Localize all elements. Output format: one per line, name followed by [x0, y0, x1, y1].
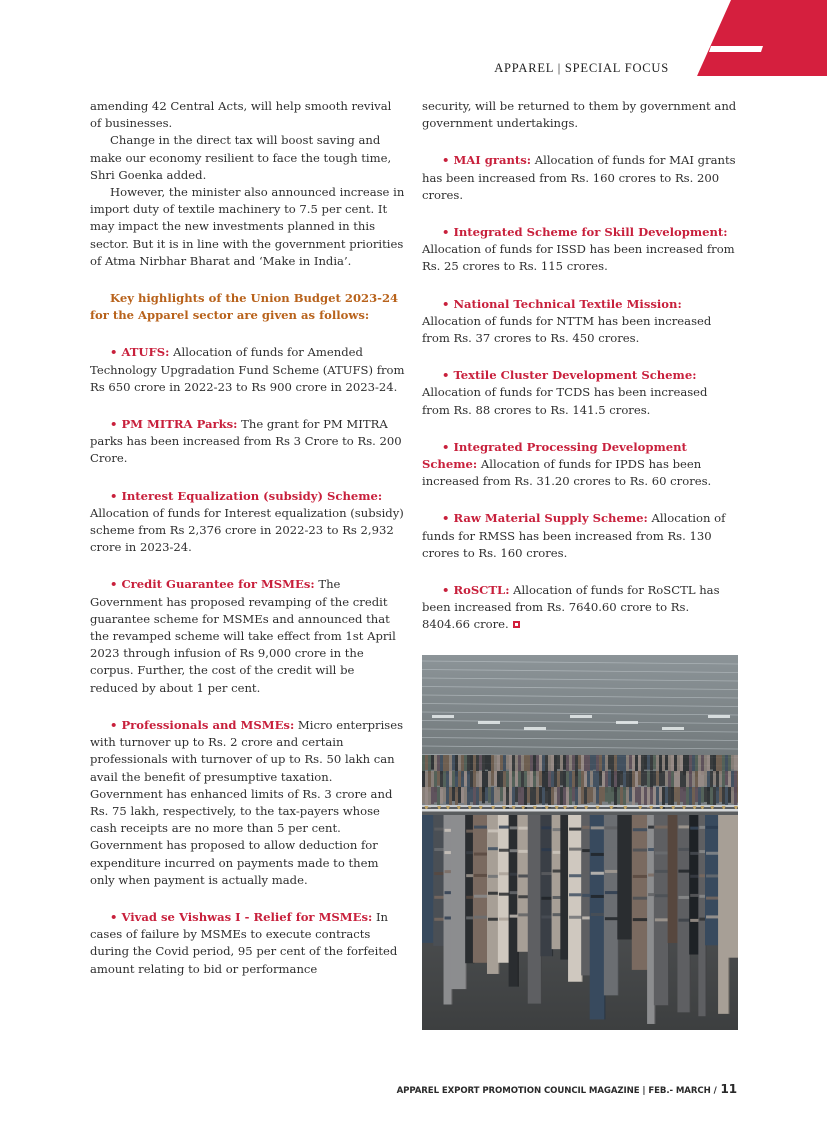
bullet-title: • Integrated Processing Development Scheme: — [422, 439, 687, 472]
bullet-text: Allocation of funds for ISSD has been increased from Rs. 25 crores to Rs. 115 crores. — [422, 242, 735, 274]
budget-bullet-item — [422, 152, 738, 204]
continuation-paragraph — [90, 98, 405, 132]
body-paragraph — [90, 184, 405, 270]
magazine-logo — [675, 0, 827, 76]
bullet-title: • PM MITRA Parks: — [110, 417, 238, 432]
budget-bullet-item — [422, 510, 738, 562]
bullet-text: Allocation of funds for Interest equalization (subsidy) scheme from Rs 2,376 crore in 2022-23 to Rs 2,932 crore in 2023-24. — [90, 505, 404, 555]
bullet-title: • Interest Equalization (subsidy) Scheme: — [110, 488, 383, 503]
paragraph-text: security, will be returned to them by government and government undertakings. — [422, 99, 737, 131]
bullet-title: • Raw Material Supply Scheme: — [442, 511, 648, 526]
section-label: APPAREL | SPECIAL FOCUS — [494, 61, 669, 75]
bullet-title: • Integrated Scheme for Skill Development: — [442, 225, 728, 240]
budget-bullet-item — [422, 296, 738, 348]
budget-bullet-item — [422, 224, 738, 276]
bullet-text: Allocation of funds for RMSS has been increased from Rs. 130 crores to Rs. 160 crores. — [422, 511, 726, 560]
right-column — [422, 98, 738, 634]
bullet-text: In cases of failure by MSMEs to execute contracts during the Covid period, 95 per cent of the forfeited amount relating to bid or performance — [90, 909, 398, 976]
budget-bullet-item — [422, 439, 738, 491]
highlights-heading: Key highlights of the Union Budget 2023-24 for the Apparel sector are given as follows: — [90, 291, 399, 323]
left-column — [90, 98, 405, 978]
footer-publication: APPAREL EXPORT PROMOTION COUNCIL MAGAZINE | FEB.- MARCH — [396, 1086, 711, 1096]
bullet-text: The Government has proposed revamping of the credit guarantee scheme for MSMEs and announced that the revamped scheme will take effect from 1st April 2023 through infusion of Rs 9,000 crore in the corpus. Further, the cost of the credit will be reduced by about 1 per cent. — [90, 577, 396, 695]
bullet-text: Allocation of funds for TCDS has been increased from Rs. 88 crores to Rs. 141.5 crores. — [422, 385, 708, 417]
body-paragraph — [90, 132, 405, 184]
bullet-text: Micro enterprises with turnover up to Rs. 2 crore and certain professionals with turnover of up to Rs. 50 lakh can avail the benefit of presumptive taxation. Government has enhanced limits of Rs. 3 crore and Rs. 75 lakh, respectively, to the tax-payers whose cash receipts are no more than 5 per cent. Government has proposed to allow deduction for expenditure incurred on payments made to them only when payment is actually made. — [90, 717, 404, 887]
bullet-text: Allocation of funds for NTTM has been increased from Rs. 37 crores to Rs. 450 crores. — [422, 313, 712, 346]
bullet-title: • ATUFS: — [110, 345, 170, 360]
budget-bullet-item — [422, 582, 738, 634]
bullet-text: Allocation of funds for IPDS has been increased from Rs. 31.20 crores to Rs. 60 crores. — [422, 457, 712, 489]
budget-bullet-item — [422, 367, 738, 419]
bullet-title: • Professionals and MSMEs: — [110, 717, 295, 732]
continuation-paragraph — [422, 98, 738, 132]
bullet-text: Allocation of funds for RoSCTL has been increased from Rs. 7640.60 crore to Rs. 8404.66 crore. — [422, 583, 720, 632]
budget-bullet-item — [90, 488, 405, 557]
paragraph-text: amending 42 Central Acts, will help smooth revival of businesses. — [90, 99, 392, 131]
bullet-title: • Vivad se Vishwas I - Relief for MSMEs: — [110, 909, 373, 924]
budget-bullet-item — [90, 717, 405, 889]
paragraph-text: Change in the direct tax will boost saving and make our economy resilient to face the tough time, Shri Goenka added. — [90, 133, 392, 182]
bullet-text: Allocation of funds for Amended Technology Upgradation Fund Scheme (ATUFS) from Rs 650 crore in 2022-23 to Rs 900 crore in 2023-24. — [90, 345, 405, 394]
bullet-text: The grant for PM MITRA parks has been increased from Rs 3 Crore to Rs. 200 Crore. — [90, 417, 402, 466]
end-of-article-icon — [513, 621, 520, 628]
bullet-title: • Textile Cluster Development Scheme: — [442, 368, 697, 383]
footer-separator: / — [710, 1086, 720, 1096]
budget-bullet-item — [90, 909, 405, 978]
bullet-text: Allocation of funds for MAI grants has been increased from Rs. 160 crores to Rs. 200 crores. — [422, 153, 736, 202]
page-footer — [397, 1082, 737, 1096]
budget-bullet-item — [90, 344, 405, 396]
bullet-title: • MAI grants: — [442, 153, 532, 168]
bullet-title: • Credit Guarantee for MSMEs: — [110, 577, 315, 592]
bullet-title: • National Technical Textile Mission: — [442, 296, 682, 311]
page-number: 11 — [720, 1082, 737, 1096]
paragraph-text: However, the minister also announced increase in import duty of textile machinery to 7.5 per cent. It may impact the new investments planned in this sector. But it is in line with the government priorities of Atma Nirbhar Bharat and ‘Make in India’. — [90, 185, 405, 268]
budget-bullet-item — [90, 576, 405, 696]
clothing-racks-photo — [422, 655, 738, 1030]
budget-bullet-item — [90, 416, 405, 468]
bullet-title: • RoSCTL: — [442, 583, 510, 598]
